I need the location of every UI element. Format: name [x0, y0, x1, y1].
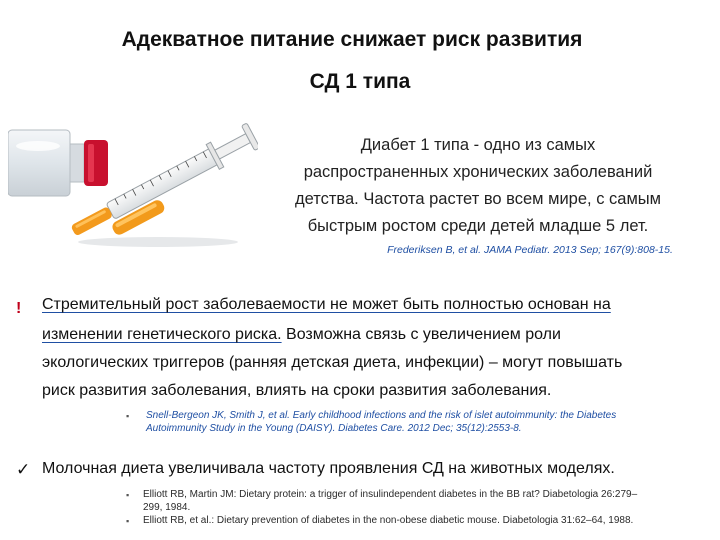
lead-line-3: детства. Частота растет во всем мире, с самым	[294, 190, 661, 208]
point1-line-1-text: Стремительный рост заболеваемости не может быть полностью основан на	[42, 296, 611, 313]
point1-line-3: экологических триггеров (ранняя детская диета, инфекции) – могут повышать	[42, 354, 623, 371]
point1-line-2	[42, 326, 712, 344]
square-bullet-icon: ▪	[126, 516, 130, 526]
point1-line-4: риск развития заболевания, влиять на сроки развития заболевания.	[42, 382, 552, 399]
exclamation-bullet-icon: !	[16, 300, 22, 317]
insulin-syringe-image	[8, 120, 258, 252]
needle-cap	[70, 206, 113, 236]
lead-line-4: быстрым ростом среди детей младше 5 лет.	[307, 217, 649, 235]
lead-line-1: Диабет 1 типа - одно из самых	[360, 136, 596, 154]
point1-line-1	[42, 296, 712, 314]
vial-cap	[84, 140, 108, 186]
slide-title-line2: СД 1 типа	[309, 70, 411, 93]
slide-title-line1: Адекватное питание снижает риск развития	[121, 28, 583, 51]
square-bullet-icon: ▪	[126, 411, 130, 421]
square-bullet-icon: ▪	[126, 490, 130, 500]
vial-body	[8, 130, 70, 196]
vial-reflection	[16, 141, 60, 151]
point2-reference-2-line-1: Elliott RB, et al.: Dietary prevention of diabetes in the non-obese diabetic mouse. Diabetologia 31:62–64, 1988.	[143, 515, 634, 526]
syringe-plunger	[214, 134, 250, 160]
point1-line-2-underlined: изменении генетического риска.	[42, 326, 282, 343]
vial-cap-highlight	[88, 144, 94, 182]
point2-text: Молочная диета увеличивала частоту проявления СД на животных моделях.	[42, 460, 615, 477]
lead-citation: Frederiksen B, et al. JAMA Pediatr. 2013 Sep; 167(9):808-15.	[387, 244, 673, 256]
checkmark-bullet-icon: ✓	[16, 460, 31, 479]
point1-reference-line-2: Autoimmunity Study in the Young (DAISY). Diabetes Care. 2012 Dec; 35(12):2553-8.	[146, 423, 522, 434]
lead-line-2: распространенных хронических заболеваний	[303, 163, 653, 181]
point1-line-2-rest: Возможна связь с увеличением роли	[281, 326, 561, 343]
point1-reference-line-1: Snell-Bergeon JK, Smith J, et al. Early childhood infections and the risk of islet autoimmunity: the Diabetes	[146, 410, 617, 421]
vial-neck	[70, 144, 84, 182]
point2-reference-1-line-2: 299, 1984.	[143, 502, 191, 513]
shadow	[78, 237, 238, 247]
point2-reference-1-line-1: Elliott RB, Martin JM: Dietary protein: a trigger of insulindependent diabetes in the BB rat? Diabetologia 26:279–	[143, 489, 638, 500]
